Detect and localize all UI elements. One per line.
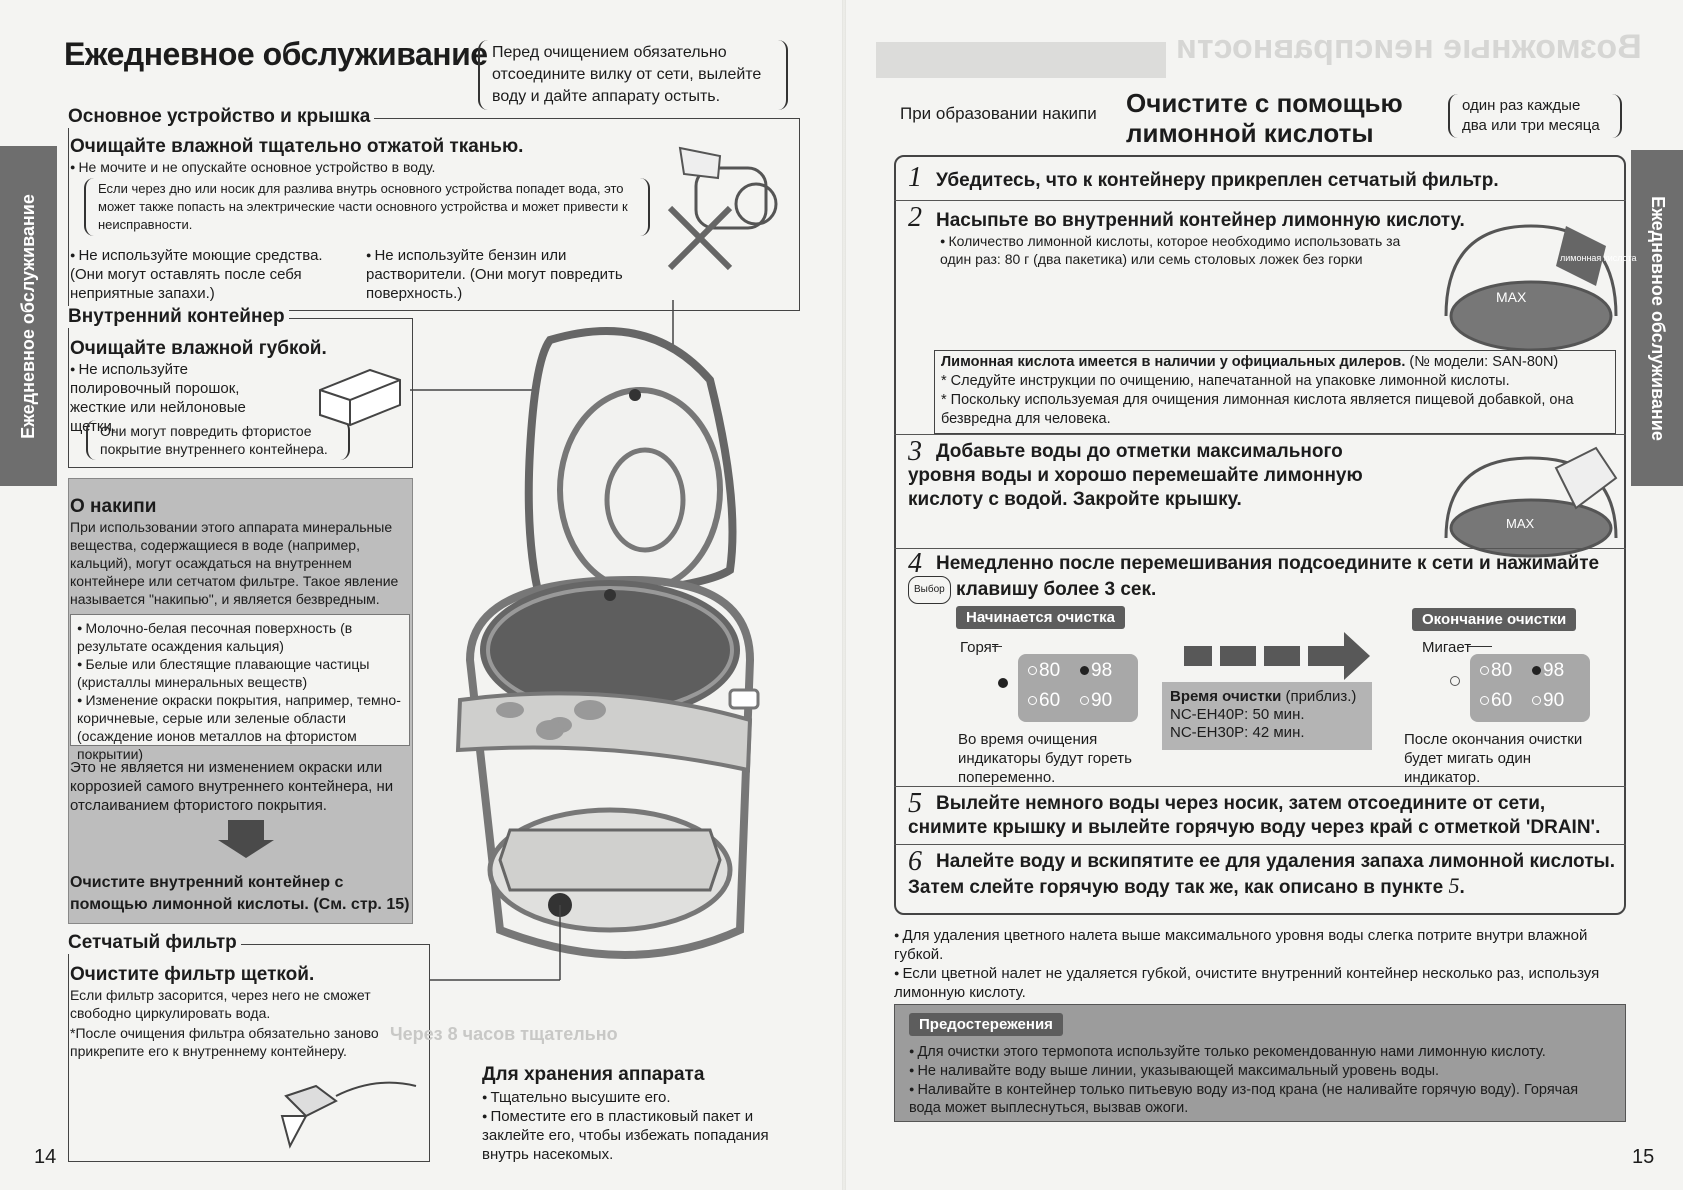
main-unit-bullet2: ● Не используйте моющие средства. (Они могут оставлять после себя неприятные запахи.) — [70, 246, 350, 303]
main-unit-note: Если через дно или носик для разлива внутрь основного устройства попадет вода, это может также попасть на электрические части основного устройства и может привести к неисправности. — [84, 178, 650, 236]
step-5: 5 Вылейте немного воды через носик, затем отсоедините от сети, снимите крышку и вылейте горячую воду через край с отметкой 'DRAIN'. — [908, 788, 1601, 838]
main-unit-bullet3: ● Не используйте бензин или растворители. (Они могут повредить поверхность.) — [366, 246, 656, 303]
page-number: 15 — [1632, 1146, 1655, 1168]
main-unit-bullet1: ● Не мочите и не опускайте основное устройство в воду. — [70, 158, 610, 176]
main-unit-heading: Очищайте влажной тщательно отжатой тканью. — [70, 136, 524, 157]
caution-item: ● Для очистки этого термопота используйте только рекомендованную нами лимонную кислоту. — [909, 1042, 1611, 1061]
step-3: 3 Добавьте воды до отметки максимального уровня воды и хорошо перемешайте лимонную кислоту с водой. Закройте крышку. — [908, 436, 1363, 510]
scale-item: ● Изменение окраски покрытия, например, темно-коричневые, серые или зеленые области (осаждение ионов металлов на фтористом покрытии) — [77, 691, 403, 763]
lit-dot — [998, 678, 1008, 688]
inner-container-note: Они могут повредить фтористое покрытие внутреннего контейнера. — [86, 420, 350, 460]
scale-item: ● Белые или блестящие плавающие частицы (кристаллы минеральных веществ) — [77, 655, 403, 691]
frequency-note: один раз каждые два или три месяца — [1448, 94, 1622, 138]
citric-acid-illustration — [1436, 206, 1637, 346]
inner-container-label: Внутренний контейнер — [66, 306, 289, 328]
caution-item: ● Наливайте в контейнер только питьевую воду из-под крана (не наливайте горячую воду). Горячая вода может выплеснуться, вызвав ожоги. — [909, 1080, 1611, 1117]
section-title: Очистите с помощью лимонной кислоты — [1126, 88, 1403, 148]
citric-acid-info-box: Лимонная кислота имеется в наличии у официальных дилеров. (№ модели: SAN-80N) * Следуйте инструкции по очищению, напечатанной на упаковке лимонной кислоты. * Поскольку используемая для очищения лимонная кислота является пищевой добавкой, она безвредна для человека. — [934, 350, 1616, 434]
storage-list: ● Тщательно высушите его. ● Поместите его в пластиковый пакет и заклейте его, чтобы избежать попадания внутрь насекомых. — [482, 1088, 782, 1164]
header-note: Перед очищением обязательно отсоедините вилку от сети, вылейте воду и дайте аппарату остыть. — [478, 40, 788, 110]
filter-text2: *После очищения фильтра обязательно заново прикрепите его к внутреннему контейнеру. — [70, 1025, 379, 1059]
down-arrow-icon — [228, 820, 264, 840]
main-unit-label: Основное устройство и крышка — [66, 106, 374, 128]
scale-item: ● Молочно-белая песочная поверхность (в результате осаждения кальция) — [77, 619, 403, 655]
inner-container-heading: Очищайте влажной губкой. — [70, 338, 327, 359]
sponge-illustration — [300, 360, 410, 430]
select-key-icon: Выбор — [908, 576, 951, 604]
section-prefix: При образовании накипи — [900, 104, 1097, 123]
cleaning-time-box: Время очистки (приблиз.) NC-EH40P: 50 мин. NC-EH30P: 42 мин. — [1162, 682, 1372, 750]
step-1: 1 Убедитесь, что к контейнеру прикреплен сетчатый фильтр. — [908, 162, 1499, 193]
step-6: 6 Налейте воду и вскипятите ее для удаления запаха лимонной кислоты. Затем слейте горячую воду так же, как описано в пункте 5. — [908, 846, 1615, 898]
svg-text:лимонная кислота: лимонная кислота — [1560, 253, 1637, 263]
side-tab-left: Ежедневное обслуживание — [0, 146, 57, 486]
svg-text:MAX: MAX — [1496, 289, 1527, 305]
blink-label: Мигает — [1422, 639, 1472, 656]
storage-title: Для хранения аппарата — [482, 1064, 705, 1085]
step-4: 4 Немедленно после перемешивания подсоедините к сети и нажимайте Выбор клавишу более 3 сек. — [908, 552, 1608, 604]
page-right — [846, 0, 1683, 1190]
svg-text:MAX: MAX — [1506, 516, 1535, 531]
after-text: После окончания очистки будет мигать один индикатор. — [1404, 731, 1583, 786]
blink-dot — [1450, 676, 1460, 686]
caution-box — [894, 1004, 1626, 1122]
lit-label: Горят — [960, 639, 999, 656]
after-notes: ● Для удаления цветного налета выше максимального уровня воды слегка потрите внутри влажной губкой. ● Если цветной налет не удаляется губкой, очистите внутренний контейнер несколько раз, используя лимонную кислоту. — [894, 926, 1624, 1002]
step-2-note: ● Количество лимонной кислоты, которое необходимо использовать за один раз: 80 г (два пакетика) или семь столовых ложек без горки — [940, 232, 1420, 268]
wet-cloth-illustration — [660, 128, 790, 278]
scale-note: Это не является ни изменением окраски или коррозией самого внутреннего контейнера, ни отслаиванием фтористого покрытия. — [70, 759, 394, 814]
progress-arrow-icon — [1344, 632, 1370, 680]
filter-heading: Очистите фильтр щеткой. — [70, 964, 315, 985]
filter-label: Сетчатый фильтр — [66, 932, 241, 954]
page-title: Ежедневное обслуживание — [64, 36, 488, 72]
indicator-panel-start: 80 98 60 90 — [1018, 654, 1138, 722]
ghost-text: Через 8 часов тщательно — [390, 1024, 618, 1044]
filter-text1: Если фильтр засорится, через него не сможет свободно циркулировать вода. — [70, 987, 371, 1021]
scale-title: О накипи — [70, 496, 157, 517]
end-cleaning-label: Окончание очистки — [1412, 608, 1576, 631]
start-cleaning-label: Начинается очистка — [956, 606, 1125, 629]
inner-container-bullet: ● Не используйте полировочный порошок, жесткие или нейлоновые щетки. — [70, 360, 290, 436]
step-2: 2 Насыпьте во внутренний контейнер лимонную кислоту. — [908, 202, 1465, 233]
during-text: Во время очищения индикаторы будут гореть попеременно. — [958, 731, 1132, 786]
side-tab-right: Ежедневное обслуживание — [1631, 150, 1683, 486]
caution-item: ● Не наливайте воду выше линии, указывающей максимальный уровень воды. — [909, 1061, 1611, 1080]
scale-list-box — [70, 614, 410, 762]
thermopot-illustration — [430, 300, 830, 990]
mixing-illustration — [1436, 438, 1626, 548]
brush-filter-illustration — [276, 1056, 426, 1156]
indicator-panel-end: 80 98 60 90 — [1470, 654, 1590, 722]
ghost-box — [876, 42, 1166, 78]
ghost-title: Возможные неисправности — [1176, 28, 1642, 66]
caution-label: Предостережения — [909, 1013, 1063, 1036]
page-number: 14 — [34, 1146, 57, 1168]
scale-action: Очистите внутренний контейнер с помощью лимонной кислоты. (См. стр. 15) — [70, 874, 410, 913]
scale-text: При использовании этого аппарата минеральные вещества, содержащиеся в воде (например, кальций), могут осаждаться на внутреннем контейнере или сетчатом фильтре. Такое явление называется "накипью", и является безвредным. — [70, 519, 399, 607]
